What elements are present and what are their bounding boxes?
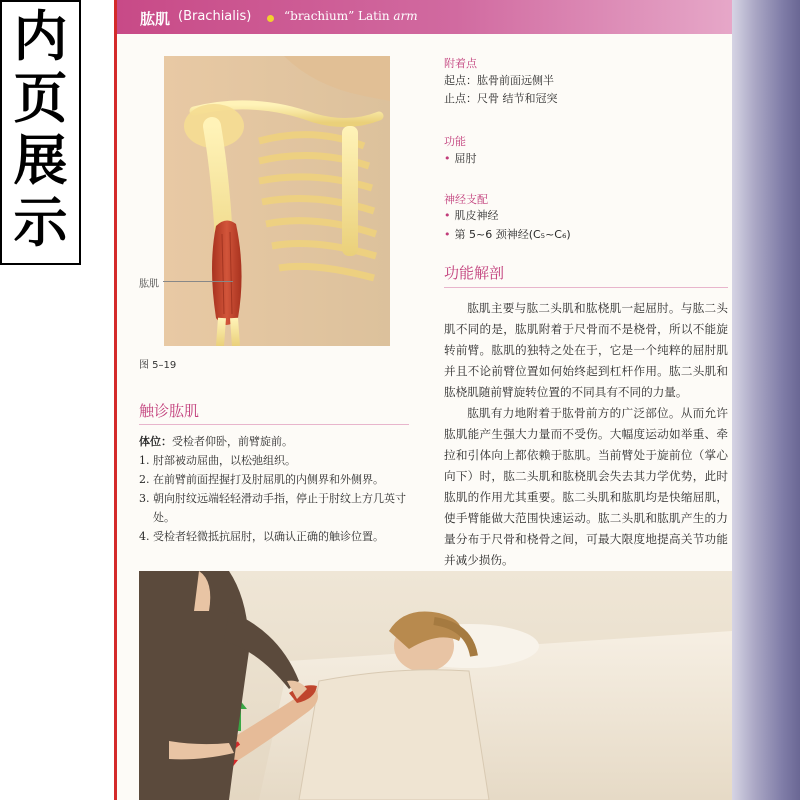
function-item (444, 150, 477, 168)
palpation-heading: 触诊肱肌 (139, 402, 200, 420)
skeleton-illustration (164, 56, 390, 346)
etymology (284, 9, 418, 23)
nerve-heading: 神经支配 (444, 193, 488, 206)
position-text: 受检者仰卧，前臂旋前。 (172, 435, 293, 448)
function-heading: 功能 (444, 135, 466, 148)
bullet-dot-icon (267, 15, 274, 22)
palpation-steps (139, 432, 424, 546)
palpation-photo (139, 571, 732, 800)
position-lead: 体位： (139, 435, 172, 448)
anatomy-figure (164, 56, 390, 346)
muscle-title-en: (Brachialis) (178, 9, 252, 24)
palpation-step: 1. 肘部被动屈曲，以松弛组织。 (139, 454, 296, 467)
body-paragraph: 肱肌有力地附着于肱骨前方的广泛部位。从而允许肱肌能产生强大力量而不受伤。大幅度运动如举重、牵拉和引体向上都依赖于肱肌。当前臂处于旋前位（掌心向下）时，肱二头肌和肱桡肌会失去其力学优势，此时肱肌的作用尤其重要。肱二头肌和肱肌均是快缩屈肌，使手臂能做大范围快速运动。肱二头肌和肱肌产生的力量分布于尺骨和桡骨之间，可最大限度地提高关节功能并减少损伤。 (444, 406, 728, 567)
muscle-title-cn: 肱肌 (140, 10, 171, 28)
function-item-text: 屈肘 (454, 152, 477, 165)
palpation-step: 3. 朝向肘纹远端轻轻滑动手指，停止于肘纹上方几英寸处。 (139, 492, 406, 524)
etymology-meaning: arm (393, 9, 418, 23)
nerve-item (444, 226, 571, 244)
bullet-icon: • (444, 152, 451, 165)
attachments-heading: 附着点 (444, 57, 477, 70)
functional-anatomy-text (444, 298, 728, 571)
etymology-word: “brachium” Latin (284, 9, 394, 23)
bullet-icon: • (444, 228, 451, 241)
body-paragraph: 肱肌主要与肱二头肌和肱桡肌一起屈肘。与肱二头肌不同的是，肱肌附着于尺骨而不是桡骨，所以不能旋转前臂。肱肌的独特之处在于，它是一个纯粹的屈肘肌并且不论前臂位置如何始终起到杠杆作用。肱二头肌和肱桡肌随前臂旋转位置的不同具有不同的力量。 (444, 301, 728, 399)
bullet-icon: • (444, 209, 451, 222)
heading-rule (139, 424, 409, 425)
book-spine (732, 0, 800, 800)
nerve-item-text: 第 5~6 颈神经(C₅~C₆) (454, 228, 571, 241)
promo-badge (0, 0, 81, 265)
figure-caption: 图 5–19 (139, 360, 177, 371)
position-line (139, 432, 424, 451)
palpation-step: 2. 在前臂前面捏握打及肘屈肌的内侧界和外侧界。 (139, 473, 384, 486)
attachment-origin: 起点：肱骨前面远侧半 (444, 74, 554, 87)
nerve-item (444, 207, 499, 225)
palpation-illustration (139, 571, 732, 800)
badge-char-1: 内 (13, 5, 68, 68)
nerve-item-text: 肌皮神经 (454, 209, 499, 222)
badge-char-2: 页 (13, 67, 68, 130)
heading-rule (444, 287, 728, 288)
attachment-insertion: 止点：尺骨 结节和冠突 (444, 92, 558, 105)
label-leader-line (163, 281, 233, 282)
figure-label: 肱肌 (139, 279, 159, 290)
palpation-step: 4. 受检者轻微抵抗屈肘，以确认正确的触诊位置。 (139, 530, 384, 543)
badge-char-3: 展 (13, 129, 68, 192)
functional-anatomy-heading: 功能解剖 (444, 264, 505, 282)
badge-char-4: 示 (13, 191, 68, 254)
